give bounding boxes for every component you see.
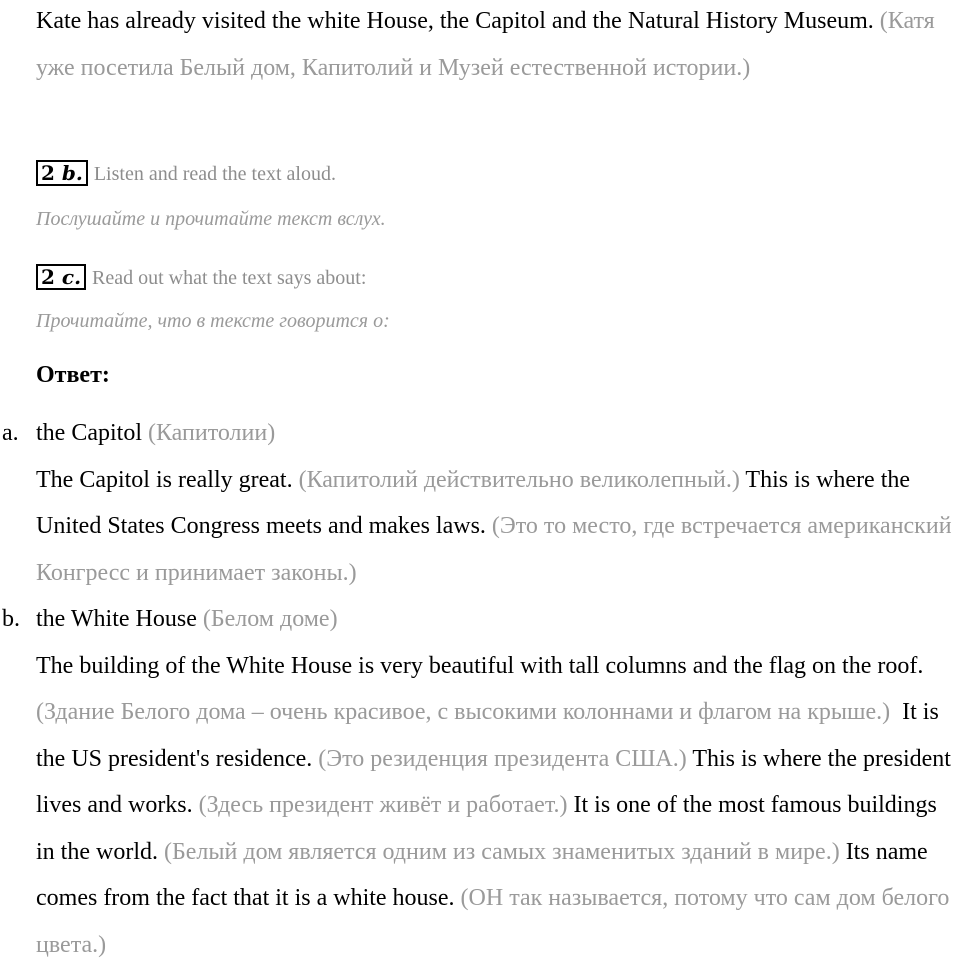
whitehouse-s4-ru: (Белый дом является одним из самых знаменитых зданий в мире.) xyxy=(163,838,840,865)
task-2c-num: 2 xyxy=(41,265,55,289)
task-2c xyxy=(36,264,366,290)
task-2b xyxy=(36,160,336,186)
intro-ru: (Катя уже посетила Белый дом, Капитолий и Музей естественной истории.) xyxy=(36,8,935,81)
capitol-s1-ru: (Капитолий действительно великолепный.) xyxy=(298,466,740,493)
list-marker-b: b. xyxy=(2,606,20,632)
list-item-capitol xyxy=(36,410,956,596)
whitehouse-s3-en: This is where the president lives and works. xyxy=(36,745,951,818)
task-2b-ru: Послушайте и прочитайте текст вслух. xyxy=(36,208,386,230)
task-2b-letter: b. xyxy=(61,161,83,185)
capitol-title-en: the Capitol xyxy=(36,420,142,446)
capitol-s1-en: The Capitol is really great. xyxy=(36,466,293,493)
whitehouse-s4-en: It is one of the most famous buildings in the world. xyxy=(36,792,937,865)
whitehouse-s2-ru: (Это резиденция президента США.) xyxy=(318,745,687,772)
task-2c-letter: c. xyxy=(61,265,82,289)
capitol-title-ru: (Капитолии) xyxy=(147,420,276,446)
whitehouse-title-en: the White House xyxy=(36,606,197,632)
capitol-s2-ru: (Это то место, где встречается американский Конгресс и принимает законы.) xyxy=(36,513,952,586)
whitehouse-s1-en: The building of the White House is very beautiful with tall columns and the flag on the roof. xyxy=(36,652,924,679)
task-2b-en: Listen and read the text aloud. xyxy=(93,163,336,185)
whitehouse-s3-ru: (Здесь президент живёт и работает.) xyxy=(198,792,568,818)
answer-label: Ответ: xyxy=(36,362,110,388)
intro-en: Kate has already visited the white House, the Capitol and the Natural History Museum. xyxy=(36,8,874,34)
task-2c-en: Read out what the text says about: xyxy=(92,267,367,289)
list-item-white-house xyxy=(36,596,956,968)
task-2b-num: 2 xyxy=(41,161,55,185)
whitehouse-s5-en: Its name comes from the fact that it is a white house. xyxy=(36,838,928,911)
whitehouse-s1-ru: (Здание Белого дома – очень красивое, с высокими колоннами и флагом на крыше.) xyxy=(36,699,891,725)
task-2c-ru: Прочитайте, что в тексте говорится о: xyxy=(36,310,390,332)
capitol-s2-en: This is where the United States Congress meets and makes laws. xyxy=(36,466,911,539)
whitehouse-s5-ru: (ОН так называется, потому что сам дом белого цвета.) xyxy=(36,885,950,958)
task-2c-badge xyxy=(36,264,86,290)
whitehouse-s2-en: It is the US president's residence. xyxy=(36,699,939,772)
task-2b-badge xyxy=(36,160,88,186)
list-marker-a: a. xyxy=(2,420,19,446)
whitehouse-title-ru: (Белом доме) xyxy=(202,606,338,632)
intro-paragraph xyxy=(36,0,956,91)
